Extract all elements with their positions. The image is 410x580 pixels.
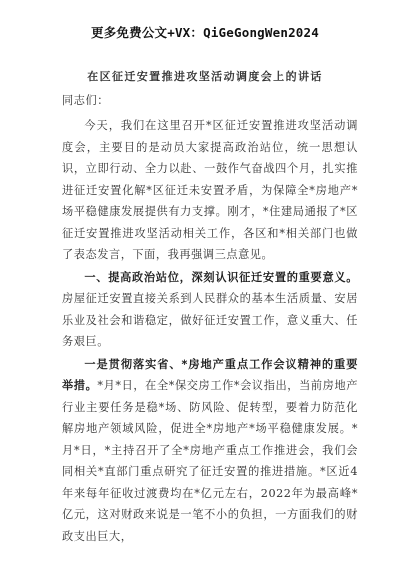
point-1-paragraph: [62, 354, 358, 548]
document-body: [62, 115, 358, 548]
document-title: 在区征迁安置推进攻坚活动调度会上的讲话: [87, 70, 323, 83]
point-1-text: *月*日，在全*保交房工作*会议指出，当前房地产行业主要任务是稳*场、防风险、促转型，要着力防范化解房地产领域风险，促进全*房地产*场平稳健康发展。*月*日，*主持召开了全*房地产重点工作推进会，我们会同相关*直部门重点研究了征迁安置的推进措施。*区近4年来每年征收过渡费均在*亿元左右，2022年为最高峰*亿元，这对财政来说是一笔不小的负担，一方面我们的财政支出巨大，: [62, 379, 359, 543]
section-1-text: 房屋征迁安置直接关系到人民群众的基本生活质量、安居乐业及社会和谐稳定，做好征迁安置工作，意义重大、任务艰巨。: [62, 292, 358, 348]
salutation: 同志们：: [62, 94, 109, 107]
section-1-heading: 一、提高政治站位，深刻认识征迁安置的重要意义。: [84, 270, 358, 284]
watermark-header: 更多免费公文+VX：QiGeGongWen2024: [91, 25, 319, 40]
intro-paragraph: 今天，我们在这里召开*区征迁安置推进攻坚活动调度会，主要目的是动员大家提高政治站位，统一思想认识，立即行动、全力以赴、一鼓作气奋战四个月，扎实推进征迁安置化解*区征迁未安置矛盾，为保障全*房地产*场平稳健康发展提供有力支撑。刚才，*住建局通报了*区征迁安置推进攻坚活动相关工作，各区和*相关部门也做了表态发言，下面，我再强调三点意见。: [62, 119, 358, 261]
point-1-heading: 一是贯彻落实省、*房地产重点工作会议精神的重要举措。: [62, 357, 358, 392]
section-1-paragraph: [62, 267, 358, 353]
